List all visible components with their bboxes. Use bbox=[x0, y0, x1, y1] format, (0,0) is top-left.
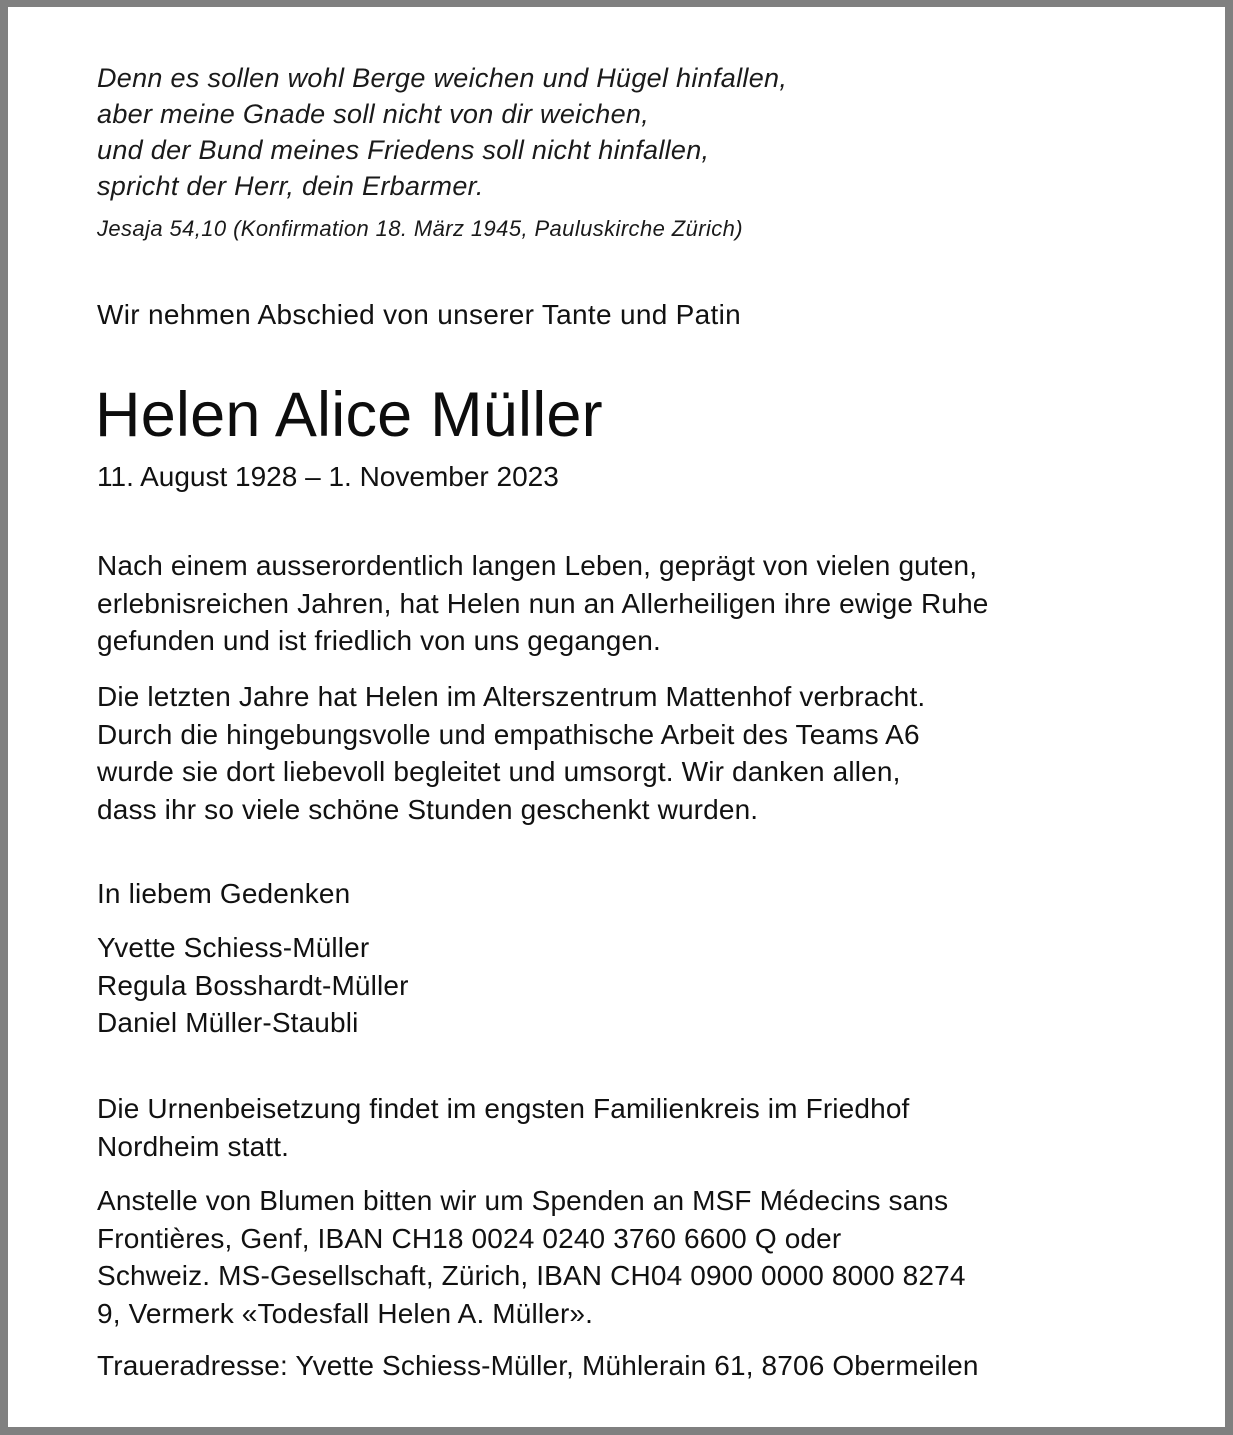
obituary-page bbox=[8, 7, 1225, 1427]
text-line: erlebnisreichen Jahren, hat Helen nun an Allerheiligen ihre ewige Ruhe bbox=[97, 587, 989, 619]
verse-line: aber meine Gnade soll nicht von dir weichen, bbox=[97, 99, 649, 129]
text-line: Die Urnenbeisetzung findet im engsten Familienkreis im Friedhof bbox=[97, 1093, 910, 1124]
burial-notice bbox=[97, 1090, 909, 1165]
text-line: Durch die hingebungsvolle und empathische Arbeit des Teams A6 bbox=[97, 718, 920, 750]
text-line: Anstelle von Blumen bitten wir um Spenden an MSF Médecins sans bbox=[97, 1185, 949, 1216]
text-line: Nach einem ausserordentlich langen Leben, geprägt von vielen guten, bbox=[97, 550, 978, 581]
signer-name: Yvette Schiess-Müller bbox=[97, 932, 370, 963]
verse-line: Denn es sollen wohl Berge weichen und Hügel hinfallen, bbox=[97, 63, 788, 93]
signer-name: Regula Bosshardt-Müller bbox=[97, 969, 409, 1001]
text-line: wurde sie dort liebevoll begleitet und umsorgt. Wir danken allen, bbox=[97, 756, 901, 787]
life-paragraph bbox=[97, 547, 989, 660]
mourning-address: Traueradresse: Yvette Schiess-Müller, Mühlerain 61, 8706 Obermeilen bbox=[97, 1350, 979, 1381]
signer-name: Daniel Müller-Staubli bbox=[97, 1007, 359, 1038]
text-line: Die letzten Jahre hat Helen im Alterszentrum Mattenhof verbracht. bbox=[97, 681, 926, 712]
care-paragraph bbox=[97, 678, 925, 828]
text-line: Frontières, Genf, IBAN CH18 0024 0240 3760 6600 Q oder bbox=[97, 1222, 842, 1254]
donation-notice bbox=[97, 1182, 966, 1332]
verse-line: und der Bund meines Friedens soll nicht hinfallen, bbox=[97, 135, 710, 165]
farewell-intro: Wir nehmen Abschied von unserer Tante und Patin bbox=[97, 299, 741, 330]
text-line: Nordheim statt. bbox=[97, 1130, 290, 1162]
bible-verse bbox=[97, 60, 787, 204]
memory-heading: In liebem Gedenken bbox=[97, 878, 351, 909]
text-line: 9, Vermerk «Todesfall Helen A. Müller». bbox=[97, 1297, 594, 1329]
deceased-name: Helen Alice Müller bbox=[95, 380, 603, 450]
text-line: dass ihr so viele schöne Stunden geschenkt wurden. bbox=[97, 793, 759, 825]
verse-source: Jesaja 54,10 (Konfirmation 18. März 1945, Pauluskirche Zürich) bbox=[97, 216, 743, 241]
signers-list bbox=[97, 929, 409, 1042]
verse-line: spricht der Herr, dein Erbarmer. bbox=[97, 171, 484, 201]
text-line: gefunden und ist friedlich von uns gegangen. bbox=[97, 625, 661, 656]
life-dates: 11. August 1928 – 1. November 2023 bbox=[97, 461, 559, 492]
text-line: Schweiz. MS-Gesellschaft, Zürich, IBAN CH04 0900 0000 8000 8274 bbox=[97, 1260, 966, 1291]
